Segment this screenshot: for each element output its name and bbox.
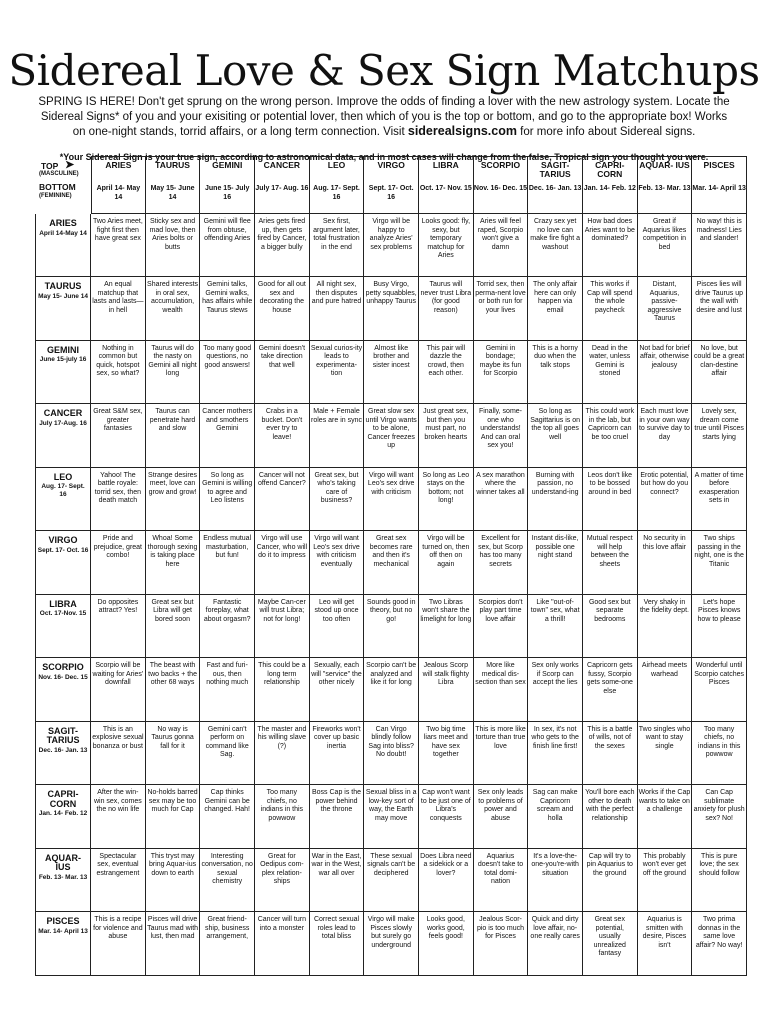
column-sign-dates: Nov. 16- Dec. 15 [473, 185, 528, 192]
column-sign-name: LEO [327, 160, 346, 170]
matchup-cell: Sounds good in theory, but no go! [364, 595, 419, 659]
row-sign-dates: Jan. 14- Feb. 12 [38, 810, 88, 817]
row-sign-name: PISCES [46, 916, 80, 926]
matchup-cell: How bad does Aries want to be dominated? [583, 214, 638, 277]
table-corner-key [35, 156, 91, 214]
table-row [35, 531, 747, 595]
column-sign-dates: July 17- Aug. 16 [255, 185, 309, 192]
matchup-cell: Aquarius is smitten with desire, Pisces isn't [638, 912, 693, 976]
row-sign-name: AQUAR- IUS [45, 852, 82, 872]
table-row [35, 912, 747, 976]
matchup-cell: Sag can make Capricorn scream and holla [528, 785, 583, 849]
matchup-cell: This is an explosive sexual bonanza or bust [91, 722, 146, 786]
matchup-cell: Sexual bliss in a low-key sort of way, the Earth may move [364, 785, 419, 849]
matchup-cell: It's a love-the-one-you're-with situation [528, 849, 583, 913]
column-sign-name: CANCER [263, 160, 301, 170]
column-sign-dates: Jan. 14- Feb. 12 [583, 185, 636, 192]
matchup-cell: Taurus will never trust Libra (for good reason) [419, 277, 474, 341]
matchup-cell: Very shaky in the fidelity dept. [638, 595, 693, 659]
matchup-cell: Does Libra need a sidekick or a lover? [419, 849, 474, 913]
matchup-cell: This is pure love; the sex should follow [692, 849, 747, 913]
row-sign-name: CANCER [43, 408, 83, 418]
column-sign-name: SCORPIO [480, 160, 521, 170]
matchup-cell: Sticky sex and mad love, then Aries bolts or butts [146, 214, 201, 277]
top-label: TOP [41, 161, 59, 171]
row-sign-dates: Oct. 17-Nov. 15 [39, 610, 87, 617]
row-sign-dates: April 14-May 14 [39, 229, 87, 237]
column-sign-dates: Oct. 17- Nov. 15 [419, 185, 472, 192]
row-header [35, 912, 91, 976]
matchup-cell: Sex first, argument later, total frustration in the end [310, 214, 365, 277]
matchup-cell: Correct sexual roles lead to total bliss [310, 912, 365, 976]
row-sign-name: GEMINI [47, 344, 80, 355]
matchup-cell: Whoa! Some thorough sexing is taking place here [146, 531, 201, 595]
column-header [146, 156, 201, 214]
matchup-cell: Mutual respect will help between the sheets [583, 531, 638, 595]
intro-paragraph [36, 95, 732, 140]
matchup-cell: Good sex but separate bedrooms [583, 595, 638, 659]
matchup-cell: So long as Sagittarius is on the top all goes well [528, 404, 583, 468]
row-sign-name: TAURUS [44, 281, 82, 291]
table-row [35, 849, 747, 913]
matchup-cell: Cancer will not offend Cancer? [255, 468, 310, 532]
column-header [474, 156, 529, 214]
row-sign-dates: May 15- June 14 [38, 292, 88, 300]
matchup-cell: This could work in the lab, but Capricorn can be too cruel [583, 404, 638, 468]
matchup-cell: Maybe Can-cer will trust Libra; not for long! [255, 595, 310, 659]
matchup-cell: Leos don't like to be bossed around in bed [583, 468, 638, 532]
matchup-cell: No security in this love affair [638, 531, 693, 595]
table-row [35, 722, 747, 786]
column-header [692, 156, 747, 214]
matchup-cell: Burning with passion, no understand-ing [528, 468, 583, 532]
intro-text-after: for more info about Sidereal signs. [516, 126, 696, 138]
matchup-cell: Male + Female roles are in sync [310, 404, 365, 468]
matchup-cell: Great for Oedipus com-plex relation-ships [255, 849, 310, 913]
matchup-cell: This is a recipe for violence and abuse [91, 912, 146, 976]
matchup-cell: This tryst may bring Aquar-ius down to earth [146, 849, 201, 913]
column-header [583, 156, 638, 214]
matchup-cell: This is more like torture than true love [474, 722, 529, 786]
matchup-cell: Busy Virgo, petty squabbles, unhappy Taurus [364, 277, 419, 341]
row-header [35, 785, 91, 849]
matchup-cell: After the win-win sex, comes the no win life [91, 785, 146, 849]
column-sign-dates: April 14- May 14 [96, 185, 141, 201]
matchup-cell: Cap will try to pin Aquarius to the ground [583, 849, 638, 913]
matchup-cell: Fireworks won't cover up basic inertia [310, 722, 365, 786]
row-header [35, 341, 91, 405]
column-sign-name: AQUAR- IUS [639, 160, 690, 170]
column-sign-dates: Feb. 13- Mar. 13 [638, 185, 691, 192]
matchup-cell: Gemini doesn't take direction that well [255, 341, 310, 405]
matchup-cell: Virgo will want Leo's sex drive with criticism eventually [310, 531, 365, 595]
matchup-cell: Aries will feel raped, Scorpio won't give a damn [474, 214, 529, 277]
matchup-cell: Two prima donnas in the same love affair? No way! [692, 912, 747, 976]
table-row [35, 404, 747, 468]
matchup-cell: Strange desires meet, love can grow and grow! [146, 468, 201, 532]
matchup-cell: Great slow sex until Virgo wants to be alone, Cancer freezes up [364, 404, 419, 468]
column-header [255, 156, 310, 214]
matchup-cell: Works if the Cap wants to take on a challenge [638, 785, 693, 849]
matchup-cell: Two ships passing in the night, one is the Titanic [692, 531, 747, 595]
matchup-cell: A sex marathon where the winner takes all [474, 468, 529, 532]
row-header [35, 468, 91, 532]
page-title: Sidereal Love & Sex Sign Matchups [8, 46, 760, 95]
matchup-cell: Gemini will flee from obtuse, offending Aries [200, 214, 255, 277]
matchup-cell: Two Aries meet, fight first then have great sex [91, 214, 146, 277]
matchup-cell: Cap thinks Gemini can be changed. Hah! [200, 785, 255, 849]
matchup-cell: Distant, Aquarius, passive-aggressive Taurus [638, 277, 693, 341]
column-sign-dates: Mar. 14- April 13 [692, 185, 746, 192]
matchup-cell: Two singles who want to stay single [638, 722, 693, 786]
matchup-cell: Torrid sex, then perma-nent love or both run for your lives [474, 277, 529, 341]
column-header [528, 156, 583, 214]
matchup-cell: Let's hope Pisces knows how to please [692, 595, 747, 659]
table-row [35, 785, 747, 849]
matchup-cell: The beast with two backs + the other 68 ways [146, 658, 201, 722]
matchup-cell: In sex, it's not who gets to the finish line first! [528, 722, 583, 786]
column-sign-name: ARIES [105, 160, 132, 170]
matchup-cell: Virgo will want Leo's sex drive with criticism [364, 468, 419, 532]
matchup-cell: A matter of time before exasperation sets in [692, 468, 747, 532]
website-link[interactable]: siderealsigns.com [407, 124, 517, 138]
matchup-cell: This pair will dazzle the crowd, then each other. [419, 341, 474, 405]
matchup-cell: No-holds barred sex may be too much for Cap [146, 785, 201, 849]
matchup-cell: Instant dis-like, possible one night stand [528, 531, 583, 595]
matchup-cell: Scorpios don't play part time love affair [474, 595, 529, 659]
bottom-sublabel: (FEMININE) [39, 193, 72, 199]
matchup-cell: Looks good: fly, sexy, but temporary matchup for Aries [419, 214, 474, 277]
column-sign-dates: June 15- July 16 [205, 185, 250, 201]
matchup-cell: Sex only works if Scorp can accept the lies [528, 658, 583, 722]
matchup-cell: Crazy sex yet no love can make fire fight a washout [528, 214, 583, 277]
matchup-cell: So long as Leo stays on the bottom; not long! [419, 468, 474, 532]
column-sign-name: CAPRI- CORN [595, 160, 625, 179]
matchup-cell: The only affair here can only happen via email [528, 277, 583, 341]
matchup-cell: Dead in the water, unless Gemini is stoned [583, 341, 638, 405]
column-header [200, 156, 255, 214]
matchup-cell: This could be a long term relationship [255, 658, 310, 722]
matchup-cell: Taurus will do the nasty on Gemini all night long [146, 341, 201, 405]
matchup-cell: Two big time liars meet and have sex together [419, 722, 474, 786]
top-sublabel: (MASCULINE) [39, 171, 79, 177]
matchup-cell: Virgo will be turned on, then off then on again [419, 531, 474, 595]
matchup-cell: Pride and prejudice, great combo! [91, 531, 146, 595]
row-sign-name: CAPRI- CORN [47, 789, 79, 809]
row-header [35, 658, 91, 722]
column-sign-name: GEMINI [212, 160, 243, 170]
row-sign-name: LEO [53, 471, 73, 482]
column-sign-dates: Sept. 17- Oct. 16 [368, 185, 414, 201]
matchup-cell: Too many chiefs, no indians in this powwow [255, 785, 310, 849]
matchup-cell: So long as Gemini is willing to agree and Leo listens [200, 468, 255, 532]
matchup-cell: Shared interests in oral sex, accumulation, wealth [146, 277, 201, 341]
matchup-cell: Fantastic foreplay, what about orgasm? [200, 595, 255, 659]
matchup-cell: Excellent for sex, but Scorp has too many secrets [474, 531, 529, 595]
matchup-cell: Cancer will turn into a monster [255, 912, 310, 976]
row-sign-dates: Aug. 17- Sept. 16 [41, 483, 85, 498]
matchup-cell: The master and his willing slave (?) [255, 722, 310, 786]
matchup-table [35, 156, 747, 976]
matchup-cell: This is a battle of wills, not of the sexes [583, 722, 638, 786]
matchup-cell: Great if Aquarius likes competition in bed [638, 214, 693, 277]
matchup-cell: Do opposites attract? Yes! [91, 595, 146, 659]
column-sign-dates: Aug. 17- Sept. 16 [313, 185, 360, 201]
matchup-cell: Nothing in common but quick, hotspot sex, so what? [91, 341, 146, 405]
row-sign-dates: Nov. 16- Dec. 15 [38, 673, 88, 681]
matchup-cell: Gemini talks, Gemini walks, has affairs while Taurus stews [200, 277, 255, 341]
row-sign-name: SCORPIO [42, 662, 84, 672]
column-header [91, 156, 146, 214]
matchup-cell: Cap won't want to be just one of Libra's conquests [419, 785, 474, 849]
row-header [35, 849, 91, 913]
matchup-cell: War in the East, war in the West, war all over [310, 849, 365, 913]
matchup-cell: This is a horny duo when the talk stops [528, 341, 583, 405]
matchup-cell: Virgo will be happy to analyze Aries' sex problems [364, 214, 419, 277]
intro-text-before: SPRING IS HERE! Don't get sprung on the wrong person. Improve the odds of finding a lover with the new astrology system. Locate the Sidereal Signs* of you and your exisiting or potential lover, then which of you is the top or bottom, and go to the appropriate box! Works on one-night stands, torrid affairs, or a long term connection. Visit [38, 96, 730, 138]
row-header [35, 404, 91, 468]
column-sign-dates: Dec. 16- Jan. 13 [528, 185, 582, 192]
row-sign-dates: Mar. 14- April 13 [38, 927, 88, 935]
row-sign-name: SAGIT- TARIUS [46, 725, 80, 745]
matchup-cell: Leo will get stood up once too often [310, 595, 365, 659]
column-sign-name: LIBRA [432, 160, 459, 170]
column-sign-dates: May 15- June 14 [150, 185, 195, 201]
matchup-cell: Pisces will drive Taurus mad with lust, then mad [146, 912, 201, 976]
matchup-cell: Gemini can't perform on command like Sag. [200, 722, 255, 786]
matchup-cell: Lovely sex, dream come true until Pisces starts lying [692, 404, 747, 468]
row-sign-dates: Feb. 13- Mar. 13 [38, 873, 88, 881]
matchup-cell: Sex only leads to problems of power and abuse [474, 785, 529, 849]
bottom-label: BOTTOM [39, 182, 76, 192]
column-header-row [35, 156, 747, 214]
row-header [35, 595, 91, 659]
matchup-cell: Quick and dirty love affair, no-one really cares [528, 912, 583, 976]
matchup-cell: Great friend-ship, business arrangement, [200, 912, 255, 976]
row-sign-name: VIRGO [48, 535, 78, 545]
column-sign-name: TAURUS [155, 160, 190, 170]
row-header [35, 214, 91, 277]
table-row [35, 214, 747, 277]
matchup-cell: This probably won't ever get off the ground [638, 849, 693, 913]
row-sign-dates: June 15-july 16 [39, 356, 87, 363]
matchup-cell: Sexual curios-ity leads to experimenta-tion [310, 341, 365, 405]
table-row [35, 341, 747, 405]
column-header [310, 156, 365, 214]
table-row [35, 277, 747, 341]
matchup-cell: All night sex, then disputes and pure hatred [310, 277, 365, 341]
matchup-cell: An equal matchup that lasts and lasts—in hell [91, 277, 146, 341]
matchup-cell: Boss Cap is the power behind the throne [310, 785, 365, 849]
matchup-cell: Fast and furi-ous, then nothing much [200, 658, 255, 722]
row-sign-dates: Sept. 17- Oct. 16 [37, 546, 89, 554]
row-sign-dates: Dec. 16- Jan. 13 [38, 746, 88, 754]
arrow-right-icon: ➤ [65, 159, 75, 171]
matchup-cell: Pisces lies will drive Taurus up the wall with desire and lust [692, 277, 747, 341]
column-header [364, 156, 419, 214]
matchup-cell: Spectacular sex, eventual estrangement [91, 849, 146, 913]
column-header [419, 156, 474, 214]
table-row [35, 468, 747, 532]
matchup-cell: Great sex potential, usually unrealized fantasy [583, 912, 638, 976]
matchup-cell: Almost like brother and sister incest [364, 341, 419, 405]
matchup-cell: Great sex, but who's taking care of business? [310, 468, 365, 532]
matchup-cell: Erotic potential, but how do you connect? [638, 468, 693, 532]
footnote: *Your Sidereal Sign is your true sign, according to astronomical data, and in most cases will change from the false, Tropical sign you thought you were. [59, 152, 709, 162]
row-sign-name: ARIES [49, 218, 77, 228]
matchup-cell: Can Cap sublimate anxiety for plush sex? No! [692, 785, 747, 849]
matchup-cell: No way is Taurus gonna fall for it [146, 722, 201, 786]
matchup-cell: Great sex becomes rare and then it's mechanical [364, 531, 419, 595]
matchup-cell: Great S&M sex, greater fantasies [91, 404, 146, 468]
matchup-cell: Capricorn gets fussy, Scorpio gets some-one else [583, 658, 638, 722]
matchup-cell: Endless mutual masturbation, but fun! [200, 531, 255, 595]
matchup-cell: Can Virgo blindly follow Sag into bliss? No doubt! [364, 722, 419, 786]
matchup-cell: Cancer mothers and smothers Gemini [200, 404, 255, 468]
matchup-cell: These sexual signals can't be deciphered [364, 849, 419, 913]
matchup-cell: Gemini in bondage; maybe its fun for Scorpio [474, 341, 529, 405]
matchup-cell: Each must love in your own way to survive day to day [638, 404, 693, 468]
row-header [35, 722, 91, 786]
matchup-cell: Too many chiefs, no indians in this powwow [692, 722, 747, 786]
matchup-cell: Great sex but Libra will get bored soon [146, 595, 201, 659]
matchup-cell: No love, but could be a great clan-destine affair [692, 341, 747, 405]
table-row [35, 658, 747, 722]
matchup-cell: Virgo will use Cancer, who will do it to impress [255, 531, 310, 595]
matchup-cell: Taurus can penetrate hard and slow [146, 404, 201, 468]
row-sign-dates: July 17-Aug. 16 [39, 419, 87, 427]
column-header [638, 156, 693, 214]
row-header [35, 531, 91, 595]
matchup-cell: No way! this is madness! Lies and slander! [692, 214, 747, 277]
column-sign-name: PISCES [703, 160, 735, 170]
table-row [35, 595, 747, 659]
matchup-cell: Good for all out sex and decorating the house [255, 277, 310, 341]
matchup-cell: You'll bore each other to death with the perfect relationship [583, 785, 638, 849]
matchup-cell: Crabs in a bucket. Don't ever try to leave! [255, 404, 310, 468]
matchup-cell: More like medical dis-section than sex [474, 658, 529, 722]
matchup-cell: Finally, some-one who understands! And can oral sex you! [474, 404, 529, 468]
matchup-cell: Scorpio will be waiting for Aries' downfall [91, 658, 146, 722]
matchup-cell: Jealous Scor-pio is too much for Pisces [474, 912, 529, 976]
matchup-cell: Aries gets fired up, then gets fired by Cancer, a bigger bully [255, 214, 310, 277]
matchup-cell: Virgo will make Pisces slowly but surely go underground [364, 912, 419, 976]
matchup-cell: Not bad for brief affair, otherwise jealousy [638, 341, 693, 405]
matchup-cell: This works if Cap will spend the whole paycheck [583, 277, 638, 341]
matchup-cell: Looks good, works good, feels good! [419, 912, 474, 976]
column-sign-name: SAGIT- TARIUS [539, 160, 571, 179]
matchup-cell: Jealous Scorp will stalk flighty Libra [419, 658, 474, 722]
matchup-cell: Airhead meets warhead [638, 658, 693, 722]
matchup-cell: Wonderful until Scorpio catches Pisces [692, 658, 747, 722]
matchup-cell: Interesting conversation, no sexual chemistry [200, 849, 255, 913]
row-header [35, 277, 91, 341]
row-sign-name: LIBRA [49, 598, 77, 609]
matchup-cell: Aquarius doesn't take to total domi-nation [474, 849, 529, 913]
matchup-cell: Scorpio can't be analyzed and like it for long [364, 658, 419, 722]
matchup-cell: Two Libras won't share the limelight for long [419, 595, 474, 659]
column-sign-name: VIRGO [377, 160, 405, 170]
matchup-cell: Like "out-of-town" sex, what a thrill! [528, 595, 583, 659]
matchup-cell: Sexually, each will "service" the other nicely [310, 658, 365, 722]
matchup-cell: Just great sex, but then you must part, no broken hearts [419, 404, 474, 468]
matchup-cell: Too many good questions, no good answers! [200, 341, 255, 405]
matchup-cell: Yahoo! The battle royale: torrid sex, then death match [91, 468, 146, 532]
